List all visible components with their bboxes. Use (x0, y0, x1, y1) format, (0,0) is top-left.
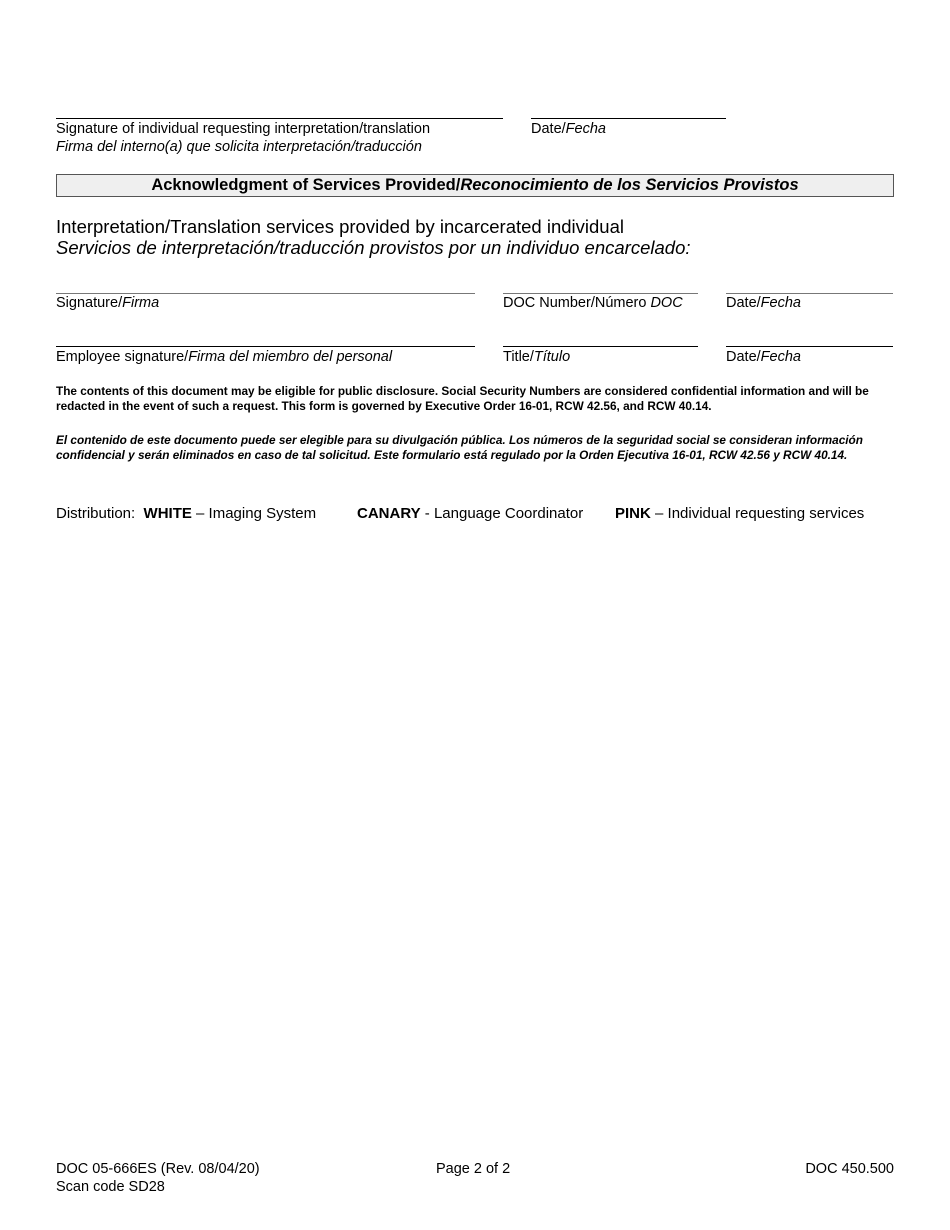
provider-doc-number-label: DOC Number/Número DOC (503, 295, 683, 311)
distribution-white-label: WHITE (143, 505, 192, 522)
requester-signature-line[interactable] (56, 118, 503, 119)
footer-scan-code: Scan code SD28 (56, 1179, 165, 1195)
disclosure-notice-en: The contents of this document may be eligible for public disclosure. Social Security Numbers are considered confidential information and will be redacted in the event of such a request. This form is governed by Executive Order 16-01, RCW 42.56, and RCW 40.14. (56, 384, 869, 413)
distribution-white-dest: – Imaging System (191, 505, 317, 522)
employee-title-label: Title/Título (503, 349, 571, 365)
distribution-canary-label: CANARY (357, 505, 421, 522)
distribution-canary (357, 505, 583, 523)
employee-signature-label: Employee signature/Firma del miembro del personal (56, 349, 393, 365)
distribution-canary-dest: - Language Coordinator (420, 505, 584, 522)
provider-date-label: Date/Fecha (726, 295, 801, 311)
section-title-en: Acknowledgment of Services Provided/ (151, 176, 461, 194)
distribution-pink-label: PINK (615, 505, 651, 522)
distribution-pink (615, 505, 864, 523)
provided-by-en: Interpretation/Translation services provided by incarcerated individual (56, 216, 624, 237)
footer-policy-number: DOC 450.500 (805, 1161, 894, 1177)
employee-title-line[interactable] (503, 346, 698, 347)
employee-signature-line[interactable] (56, 346, 475, 347)
provided-by-es: Servicios de interpretación/traducción provistos por un individuo encarcelado: (56, 237, 691, 258)
requester-date-line[interactable] (531, 118, 726, 119)
section-title-es: Reconocimiento de los Servicios Provistos (460, 176, 799, 194)
requester-signature-label-es: Firma del interno(a) que solicita interpretación/traducción (56, 139, 422, 155)
distribution-line (56, 505, 316, 523)
employee-date-line[interactable] (726, 346, 893, 347)
requester-signature-label (56, 120, 430, 156)
requester-date-label: Date/Fecha (531, 121, 606, 137)
employee-date-label: Date/Fecha (726, 349, 801, 365)
section-title (56, 174, 894, 197)
distribution-pink-dest: – Individual requesting services (650, 505, 865, 522)
disclosure-notice-es: El contenido de este documento puede ser elegible para su divulgación pública. Los números de la seguridad social se consideran información confidencial y serán eliminados en caso de tal solicitud. Este formulario está regulado por la Orden Ejecutiva 16-01, RCW 42.56 y RCW 40.14. (56, 433, 863, 462)
provider-signature-label: Signature/Firma (56, 295, 160, 311)
requester-signature-label-en: Signature of individual requesting interpretation/translation (56, 121, 431, 137)
distribution-prefix: Distribution: (56, 505, 136, 522)
footer-form-number: DOC 05-666ES (Rev. 08/04/20) (56, 1161, 260, 1177)
footer-page-number: Page 2 of 2 (436, 1161, 511, 1177)
